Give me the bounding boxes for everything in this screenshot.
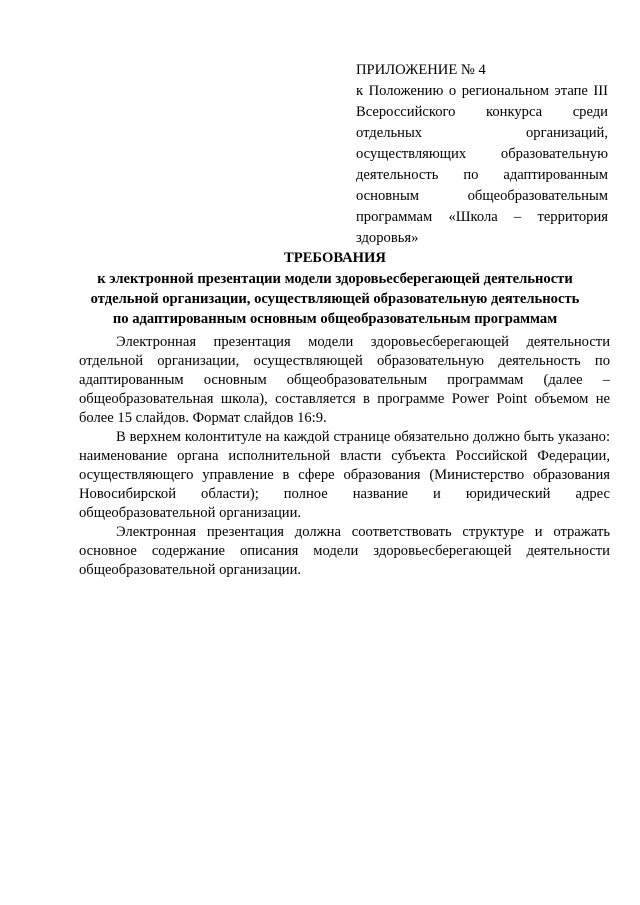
- document-heading: [60, 248, 610, 329]
- heading-subtitle-line: отдельной организации, осуществляющей образовательную деятельность: [90, 291, 580, 307]
- appendix-note: [356, 60, 608, 249]
- body-paragraph: Электронная презентация модели здоровьесберегающей деятельности отдельной организации, осуществляющей образовательную деятельность по адаптированным основным общеобразовательным программам (далее – общеобразовательная школа), составляется в программе Power Point объемом не более 15 слайдов. Формат слайдов 16:9.: [79, 334, 610, 426]
- heading-subtitle-line: по адаптированным основным общеобразовательным программам: [112, 311, 558, 327]
- appendix-title: ПРИЛОЖЕНИЕ № 4: [356, 62, 486, 78]
- heading-title: ТРЕБОВАНИЯ: [284, 250, 386, 266]
- appendix-text: к Положению о региональном этапе III Всероссийского конкурса среди отдельных организаций, осуществляющих образовательную деятельность по адаптированным основным общеобразовательным программам «Школа – территория здоровья»: [356, 83, 608, 246]
- document-body: [79, 333, 610, 580]
- body-paragraph: В верхнем колонтитуле на каждой странице обязательно должно быть указано: наименование органа исполнительной власти субъекта Российской Федерации, осуществляющего управление в сфере образования (Министерство образования Новосибирской области); полное название и юридический адрес общеобразовательной организации.: [79, 429, 610, 521]
- body-paragraph: Электронная презентация должна соответствовать структуре и отражать основное содержание описания модели здоровьесберегающей деятельности общеобразовательной организации.: [79, 524, 610, 578]
- heading-subtitle-line: к электронной презентации модели здоровьесберегающей деятельности: [97, 271, 573, 287]
